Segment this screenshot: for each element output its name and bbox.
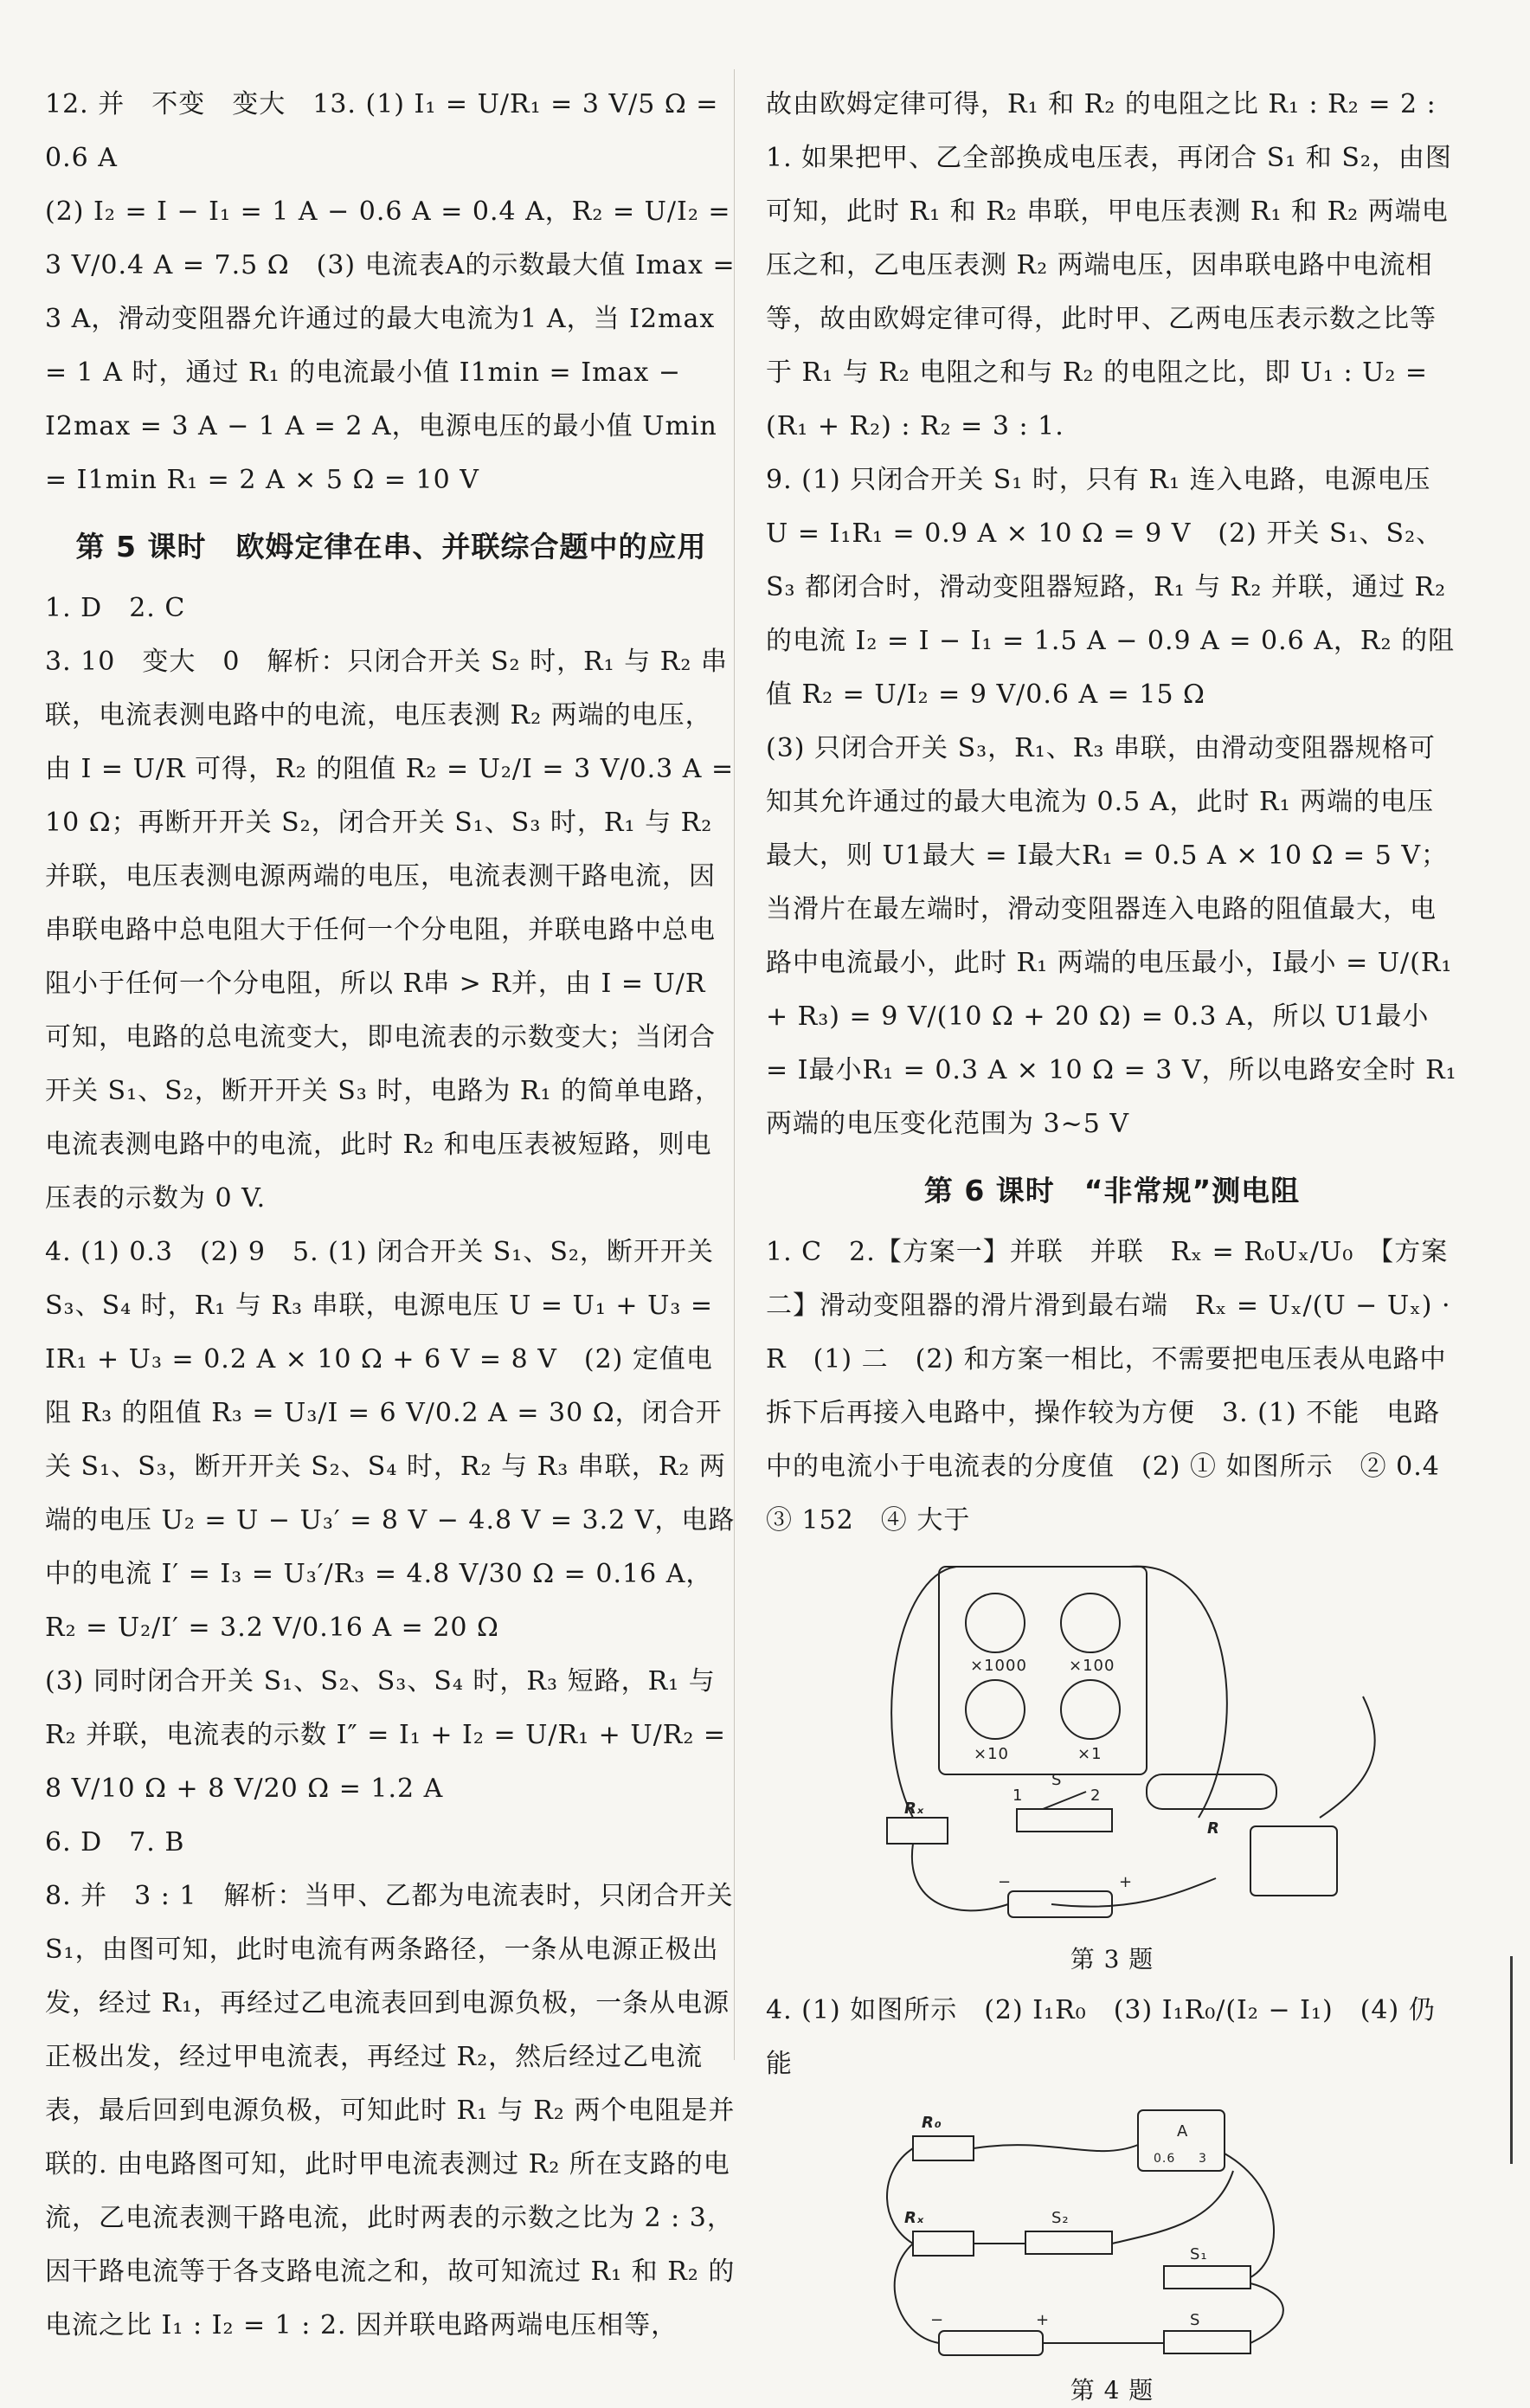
dial-100 (1061, 1594, 1120, 1652)
ammeter (1138, 2110, 1225, 2171)
label-rx: Rₓ (904, 1800, 925, 1818)
label-minus: − (930, 2311, 945, 2329)
label-s1: S₁ (1190, 2245, 1208, 2263)
answer-3: 3. 10 变大 0 解析：只闭合开关 S₂ 时，R₁ 与 R₂ 串联，电流表测电路中的电流，电压表测 R₂ 两端的电压，由 I = U/R 可得，R₂ 的阻值 R₂ = U₂/I = 3 V/0.3 A = 10 Ω；再断开开关 S₂，闭合开关 S₁、S₃ 时，R₁ 与 R₂ 并联，电压表测电源两端的电压，电流表测干路电流，因串联电路中总电阻大于任何一个分电阻，并联电路中总电阻小于任何一个分电阻，所以 R串 > R并，由 I = U/R 可知，电路的总电流变大，即电流表的示数变大；当闭合开关 S₁、S₂，断开开关 S₃ 时，电路为 R₁ 的简单电路，电流表测电路中的电流，此时 R₂ 和电压表被短路，则电压表的示数为 0 V. (45, 647, 735, 1214)
answer-13-cont: (2) I₂ = I − I₁ = 1 A − 0.6 A = 0.4 A，R₂ = U/I₂ = 3 V/0.4 A = 7.5 Ω (3) 电流表A的示数最大值 Imax = 3 A，滑动变阻器允许通过的最大电流为1 A，当 I2max = 1 A 时，通过 R₁ 的电流最小值 I1min = Imax − I2max = 3 A − 1 A = 2 A，电源电压的最小值 Umin = I1min R₁ = 2 A × 5 Ω = 10 V (45, 196, 736, 495)
label-s: S (1190, 2311, 1201, 2329)
left-column (45, 78, 737, 2353)
answer-6-7: 6. D 7. B (45, 1827, 185, 1858)
answer-8-cont: 故由欧姆定律可得，R₁ 和 R₂ 的电阻之比 R₁ : R₂ = 2 : 1. 如果把甲、乙全部换成电压表，再闭合 S₁ 和 S₂，由图可知，此时 R₁ 和 R₂ 串联，甲电压表测 R₁ 和 R₂ 两端电压之和，乙电压表测 R₂ 两端电压，因串联电路中电流相等，故由欧姆定律可得，此时甲、乙两电压表示数之比等于 R₁ 与 R₂ 电阻之和与 R₂ 的电阻之比，即 U₁ : U₂ = (R₁ + R₂) : R₂ = 3 : 1. (766, 89, 1452, 441)
switch-s (1017, 1809, 1112, 1832)
wire (1320, 1697, 1375, 1818)
answer-5-part3: (3) 同时闭合开关 S₁、S₂、S₃、S₄ 时，R₃ 短路，R₁ 与 R₂ 并联，电流表的示数 I″ = I₁ + I₂ = U/R₁ + U/R₂ = 8 V/10 Ω + 8 V/20 Ω = 1.2 A (45, 1666, 727, 1804)
lesson-6-heading: 第 6 课时 “非常规”测电阻 (923, 1174, 1301, 1207)
lesson-5-heading: 第 5 课时 欧姆定律在串、并联综合题中的应用 (75, 530, 707, 563)
voltmeter (1250, 1826, 1337, 1896)
switch-s1 (1164, 2266, 1250, 2289)
label-06: 0.6 (1154, 2152, 1176, 2166)
battery (939, 2331, 1043, 2355)
wire (1112, 2171, 1233, 2244)
label-minus: − (998, 1873, 1012, 1891)
label-rx: Rₓ (904, 2209, 925, 2227)
label-2: 2 (1090, 1787, 1102, 1805)
answer-4-5: 4. (1) 0.3 (2) 9 5. (1) 闭合开关 S₁、S₂，断开开关 S₃、S₄ 时，R₁ 与 R₃ 串联，电源电压 U = U₁ + U₃ = IR₁ + U₃ = 0.2 A × 10 Ω + 6 V = 8 V (2) 定值电阻 R₃ 的阻值 R₃ = U₃/I = 6 V/0.2 A = 30 Ω，闭合开关 S₁、S₃，断开开关 S₂、S₄ 时，R₂ 与 R₃ 串联，R₂ 两端的电压 U₂ = U − U₃′ = 8 V − 4.8 V = 3.2 V，电路中的电流 I′ = I₃ = U₃′/R₃ = 4.8 V/30 Ω = 0.16 A，R₂ = U₂/I′ = 3.2 V/0.16 A = 20 Ω (45, 1237, 736, 1643)
dial-label-100: ×100 (1069, 1657, 1115, 1675)
dial-1 (1061, 1680, 1120, 1739)
label-plus: + (1119, 1873, 1134, 1891)
label-s: S (1051, 1771, 1063, 1789)
figure-3-caption: 第 3 题 (1070, 1945, 1154, 1973)
page-edge-mark (1510, 1956, 1513, 2164)
wire (1129, 1567, 1227, 1818)
wire (887, 2148, 913, 2244)
answer-12-13: 12. 并 不变 变大 13. (1) I₁ = U/R₁ = 3 V/5 Ω = 0.6 A (45, 89, 719, 173)
answer-9-part3: (3) 只闭合开关 S₃，R₁、R₃ 串联，由滑动变阻器规格可知其允许通过的最大电流为 0.5 A，此时 R₁ 两端的电压最大，则 U1最大 = I最大R₁ = 0.5 A × 10 Ω = 5 V；当滑片在最左端时，滑动变阻器连入电路的阻值最大，电路中电流最小，此时 R₁ 两端的电压最小，I最小 = U/(R₁ + R₃) = 9 V/(10 Ω + 20 Ω) = 0.3 A，所以 U1最小 = I最小R₁ = 0.3 A × 10 Ω = 3 V，所以电路安全时 R₁ 两端的电压变化范围为 3~5 V (766, 733, 1457, 1139)
wire (891, 1567, 956, 1818)
r0-resistor (913, 2136, 974, 2160)
figure-4-caption: 第 4 题 (1070, 2376, 1154, 2405)
wire (912, 1844, 1008, 1910)
switch-s2 (1025, 2231, 1112, 2254)
dial-label-1: ×1 (1077, 1745, 1102, 1763)
switch-s (1164, 2331, 1250, 2353)
dial-10 (966, 1680, 1025, 1739)
figure-4-circuit (766, 2102, 1458, 2370)
label-plus: + (1036, 2311, 1051, 2329)
dial-label-10: ×10 (974, 1745, 1009, 1763)
answer-lesson6-1-3: 1. C 2.【方案一】并联 并联 Rₓ = R₀Uₓ/U₀ 【方案二】滑动变阻器的滑片滑到最右端 Rₓ = Uₓ/(U − Uₓ) · R (1) 二 (2) 和方案一相比，不需要把电压表从电路中拆下后再接入电路中，操作较为方便 3. (1) 不能 电路中的电流小于电流表的分度值 (2) ① 如图所示 ② 0.4 ③ 152 ④ 大于 (766, 1237, 1467, 1536)
figure-3-circuit (766, 1558, 1458, 1939)
answer-8: 8. 并 3 : 1 解析：当甲、乙都为电流表时，只闭合开关 S₁，由图可知，此时电流有两条路径，一条从电源正极出发，经过 R₁，再经过乙电流表回到电源负极，一条从电源正极出发，经过甲电流表，再经过 R₂，然后经过乙电流表，最后回到电源负极，可知此时 R₁ 与 R₂ 两个电阻是并联的. 由电路图可知，此时甲电流表测过 R₂ 所在支路的电流，乙电流表测干路电流，此时两表的示数之比为 2 : 3，因干路电流等于各支路电流之和，故可知流过 R₁ 和 R₂ 的电流之比 I₁ : I₂ = 1 : 2. 因并联电路两端电压相等， (45, 1881, 736, 2340)
switch-lever (1043, 1792, 1086, 1809)
answer-1-2: 1. D 2. C (45, 593, 186, 623)
dial-1000 (966, 1594, 1025, 1652)
label-a: A (1177, 2122, 1189, 2141)
wire (974, 2145, 1138, 2151)
right-column (766, 78, 1467, 2408)
answer-9: 9. (1) 只闭合开关 S₁ 时，只有 R₁ 连入电路，电源电压 U = I₁R₁ = 0.9 A × 10 Ω = 9 V (2) 开关 S₁、S₂、S₃ 都闭合时，滑动变阻器短路，R₁ 与 R₂ 并联，通过 R₂ 的电流 I₂ = I − I₁ = 1.5 A − 0.9 A = 0.6 A，R₂ 的阻值 R₂ = U/I₂ = 9 V/0.6 A = 15 Ω (766, 465, 1456, 710)
label-r0: R₀ (922, 2114, 942, 2132)
wire (1250, 2283, 1283, 2343)
label-s2: S₂ (1051, 2209, 1070, 2227)
rx-resistor (887, 1818, 948, 1844)
label-3: 3 (1199, 2152, 1207, 2166)
rx-resistor (913, 2231, 974, 2256)
wire (1051, 1878, 1216, 1907)
answer-lesson6-4: 4. (1) 如图所示 (2) I₁R₀ (3) I₁R₀/(I₂ − I₁) (4) 仍能 (766, 1995, 1436, 2079)
label-r: R (1207, 1819, 1220, 1838)
dial-label-1000: ×1000 (970, 1657, 1027, 1675)
label-1: 1 (1012, 1787, 1024, 1805)
